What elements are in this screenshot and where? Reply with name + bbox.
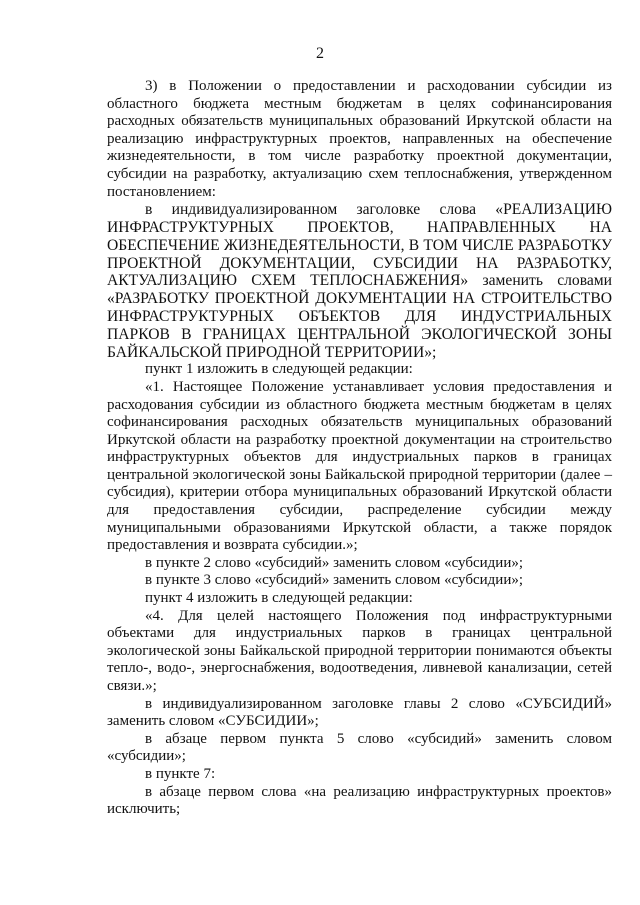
paragraph-amendment-3: 3) в Положении о предоставлении и расходовании субсидии из областного бюджета местным бюджетам в целях софинансирования расходных обязательств муниципальных образований Иркутской области на реализацию инфраструктурных проектов, направленных на обеспечение жизнедеятельности, в том числе разработку проектной документации, субсидии на разработку, актуализацию схем теплоснабжения, утвержденном постановлением: bbox=[107, 78, 612, 200]
paragraph-chapter-2-heading: в индивидуализированном заголовке главы 2 слово «СУБСИДИЙ» заменить словом «СУБСИДИИ»; bbox=[107, 695, 612, 730]
document-body bbox=[107, 78, 612, 819]
paragraph-point-3: в пункте 3 слово «субсидий» заменить словом «субсидии»; bbox=[145, 572, 524, 589]
paragraph-point-5: в абзаце первом пункта 5 слово «субсидий» заменить словом «субсидии»; bbox=[107, 730, 612, 765]
paragraph-point-1-intro: пункт 1 изложить в следующей редакции: bbox=[145, 361, 413, 378]
paragraph-point-2: в пункте 2 слово «субсидий» заменить словом «субсидии»; bbox=[145, 554, 524, 571]
paragraph-point-4-text: «4. Для целей настоящего Положения под инфраструктурными объектами для индустриальных парков в границах центральной экологической зоны Байкальской природной территории понимаются объекты тепло-, водо-, энергоснабжения, водоотведения, ливневой канализации, сетей связи.»; bbox=[107, 607, 612, 695]
paragraph-point-4-intro: пункт 4 изложить в следующей редакции: bbox=[145, 590, 413, 607]
paragraph-point-7-first: в абзаце первом слова «на реализацию инфраструктурных проектов» исключить; bbox=[107, 783, 612, 818]
paragraph-point-1-text: «1. Настоящее Положение устанавливает условия предоставления и расходования субсидии из областного бюджета местным бюджетам в целях софинансирования расходных обязательств муниципальных образований Иркутской области на разработку проектной документации на строительство инфраструктурных объектов для индустриальных парков в границах центральной экологической зоны Байкальской природной территории (далее – субсидия), критерии отбора муниципальных образований Иркутской области для предоставления субсидии, распределение субсидии между муниципальными образованиями Иркутской области, а также порядок предоставления и возврата субсидии.»; bbox=[107, 378, 612, 554]
paragraph-heading-change: в индивидуализированном заголовке слова «РЕАЛИЗАЦИЮ ИНФРАСТРУКТУРНЫХ ПРОЕКТОВ, НАПРАВЛЕННЫХ НА ОБЕСПЕЧЕНИЕ ЖИЗНЕДЕЯТЕЛЬНОСТИ, В ТОМ ЧИСЛЕ РАЗРАБОТКУ ПРОЕКТНОЙ ДОКУМЕНТАЦИИ, СУБСИДИИ НА РАЗРАБОТКУ, АКТУАЛИЗАЦИЮ СХЕМ ТЕПЛОСНАБЖЕНИЯ» заменить словами «РАЗРАБОТКУ ПРОЕКТНОЙ ДОКУМЕНТАЦИИ НА СТРОИТЕЛЬСТВО ИНФРАСТРУКТУРНЫХ ОБЪЕКТОВ ДЛЯ ИНДУСТРИАЛЬНЫХ ПАРКОВ В ГРАНИЦАХ ЦЕНТРАЛЬНОЙ ЭКОЛОГИЧЕСКОЙ ЗОНЫ БАЙКАЛЬСКОЙ ПРИРОДНОЙ ТЕРРИТОРИИ»; bbox=[107, 201, 612, 361]
page-number: 2 bbox=[316, 45, 324, 62]
paragraph-point-7-intro: в пункте 7: bbox=[145, 765, 216, 782]
